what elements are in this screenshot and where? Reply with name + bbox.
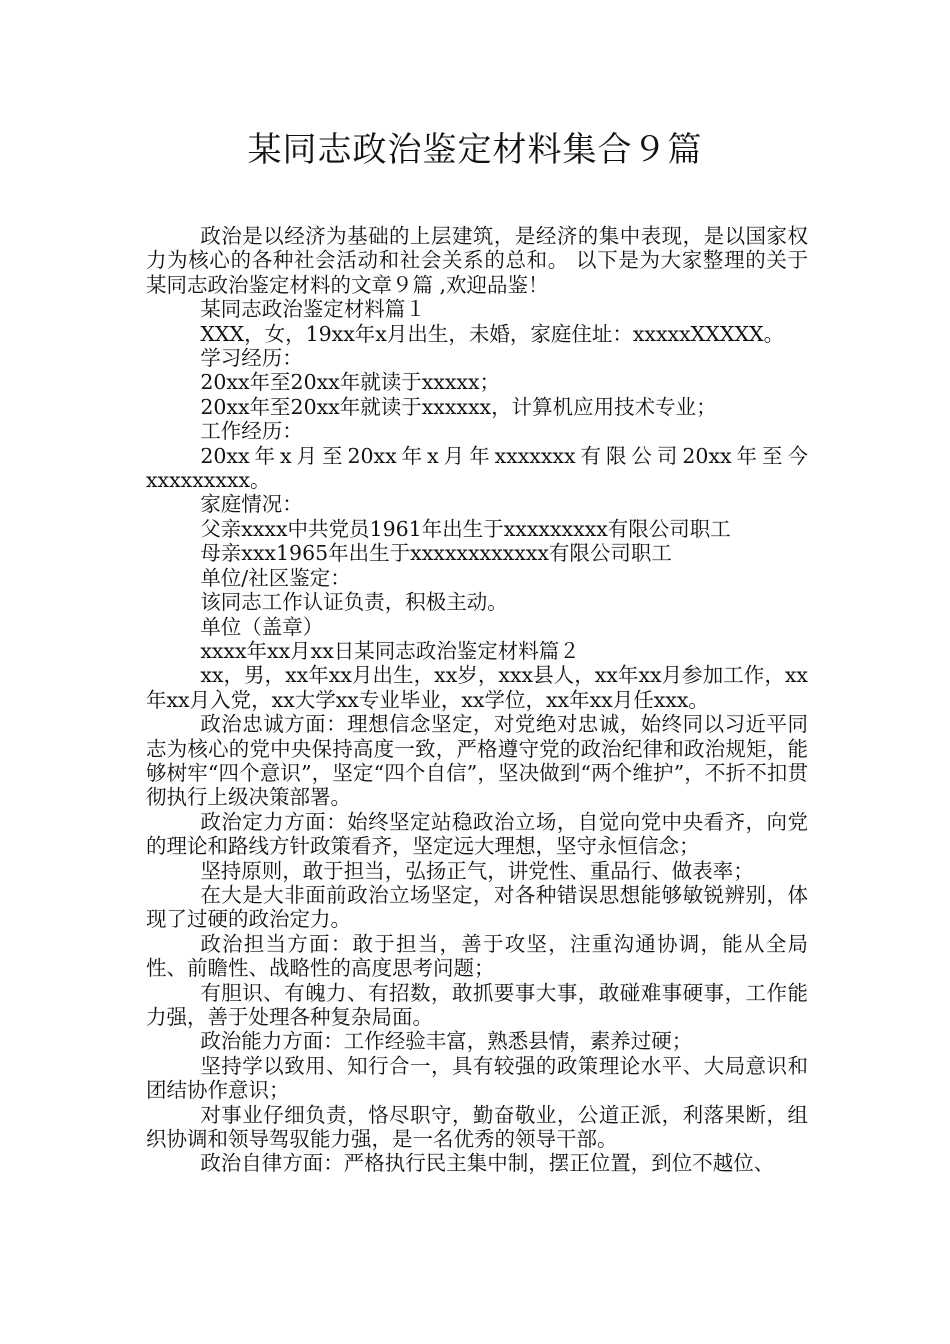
paragraph: 对事业仔细负责，恪尽职守，勤奋敬业，公道正派，利落果断，组织协调和领导驾驭能力强，是一名优秀的领导干部。 (146, 1102, 808, 1152)
paragraph: 政治定力方面：始终坚定站稳政治立场，自觉向党中央看齐，向党的理论和路线方针政策看齐，坚定远大理想，坚守永恒信念； (146, 809, 808, 859)
paragraph: 在大是大非面前政治立场坚定，对各种错误思想能够敏锐辨别，体现了过硬的政治定力。 (146, 882, 808, 932)
paragraph: 父亲xxxx中共党员1961年出生于xxxxxxxxx有限公司职工 (200, 516, 731, 541)
paragraph: 坚持学以致用、知行合一，具有较强的政策理论水平、大局意识和团结协作意识； (146, 1053, 808, 1103)
paragraph: 政治是以经济为基础的上层建筑，是经济的集中表现，是以国家权力为核心的各种社会活动和社会关系的总和。 以下是为大家整理的关于某同志政治鉴定材料的文章９篇 ,欢迎品鉴！ (146, 224, 808, 297)
paragraph: 该同志工作认证负责，积极主动。 (200, 590, 508, 615)
section-heading: 某同志政治鉴定材料篇１ (200, 297, 426, 322)
paragraph: XXX，女，19xx年x月出生，未婚，家庭住址：xxxxxXXXXX。 (200, 321, 785, 346)
paragraph: 政治忠诚方面：理想信念坚定，对党绝对忠诚，始终同以习近平同志为核心的党中央保持高度一致，严格遵守党的政治纪律和政治规矩，能够树牢“四个意识”，坚定“四个自信”，坚决做到“两个维护”，不折不扣贯彻执行上级决策部署。 (146, 712, 808, 810)
paragraph: 母亲xxx1965年出生于xxxxxxxxxxxx有限公司职工 (200, 541, 672, 566)
paragraph: xx，男，xx年xx月出生，xx岁，xxx县人，xx年xx月参加工作，xx年xx月入党，xx大学xx专业毕业，xx学位，xx年xx月任xxx。 (146, 663, 808, 712)
paragraph: 家庭情况： (200, 492, 303, 517)
paragraph: 单位（盖章） (200, 614, 324, 639)
document-title: 某同志政治鉴定材料集合９篇 (247, 130, 703, 170)
paragraph: 政治能力方面：工作经验丰富，熟悉县情，素养过硬； (200, 1029, 693, 1054)
document-body (146, 224, 808, 1176)
paragraph: xxxx年xx月xx日某同志政治鉴定材料篇２ (200, 638, 580, 663)
paragraph: 工作经历： (200, 419, 303, 444)
paragraph: 20xx年x月至20xx年x月年xxxxxxx有限公司20xx年至今xxxxxxxxx。 (146, 443, 808, 493)
paragraph: 学习经历： (200, 346, 303, 371)
paragraph: 有胆识、有魄力、有招数，敢抓要事大事，敢碰难事硬事，工作能力强，善于处理各种复杂局面。 (146, 980, 808, 1029)
paragraph: 单位/社区鉴定： (200, 565, 351, 590)
paragraph: 政治担当方面：敢于担当，善于攻坚，注重沟通协调，能从全局性、前瞻性、战略性的高度思考问题； (146, 931, 808, 981)
paragraph: 20xx年至20xx年就读于xxxxxx，计算机应用技术专业； (200, 394, 717, 419)
paragraph: 坚持原则，敢于担当，弘扬正气，讲党性、重品行、做表率； (200, 858, 754, 883)
paragraph: 20xx年至20xx年就读于xxxxx； (200, 370, 501, 395)
paragraph: 政治自律方面：严格执行民主集中制，摆正位置，到位不越位、 (200, 1151, 775, 1176)
